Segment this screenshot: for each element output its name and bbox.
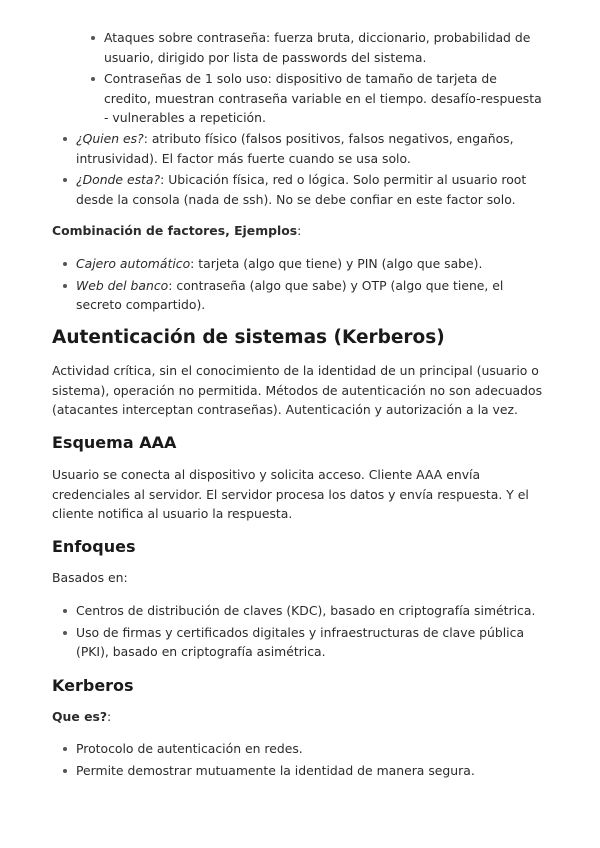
list-item: Protocolo de autenticación en redes. (76, 739, 546, 759)
example-text: : contraseña (algo que sabe) y OTP (algo que tiene, el secreto compartido). (76, 277, 504, 313)
factor-term: ¿Quien es? (76, 131, 144, 146)
list-item: Ataques sobre contraseña: fuerza bruta, diccionario, probabilidad de usuario, dirigido por lista de passwords del sistema. (104, 28, 544, 67)
example-term: Cajero automático (76, 256, 191, 271)
combinacion-list (76, 254, 546, 315)
factor-text: : atributo físico (falsos positivos, falsos negativos, engaños, intrusividad). El factor más fuerte cuando se usa solo. (76, 131, 514, 166)
list-item (76, 276, 546, 315)
combinacion-heading: Combinación de factores, Ejemplos: (52, 223, 302, 238)
section-title-kerberos: Kerberos (52, 676, 134, 695)
section-title-autenticacion: Autenticación de sistemas (Kerberos) (52, 327, 445, 348)
list-item: Centros de distribución de claves (KDC), basado en criptografía simétrica. (76, 601, 546, 621)
enfoques-intro: Basados en: (52, 570, 128, 585)
list-item (76, 129, 546, 168)
list-item: Contraseñas de 1 solo uso: dispositivo de tamaño de tarjeta de credito, muestran contraseña variable en el tiempo. desafío-respuesta - vulnerables a repetición. (104, 69, 544, 128)
kerberos-list (76, 739, 546, 780)
example-term: Web del banco (76, 277, 169, 293)
factor-text: : Ubicación física, red o lógica. Solo permitir al usuario root desde la consola (nada de ssh). No se debe confiar en este factor solo. (76, 172, 527, 207)
list-item: Uso de firmas y certificados digitales y infraestructuras de clave pública (PKI), basado en criptografía asimétrica. (76, 623, 546, 662)
enfoques-list (76, 601, 546, 662)
list-item (76, 254, 546, 274)
factor-list (76, 129, 546, 209)
list-item (76, 170, 546, 209)
autenticacion-paragraph: Actividad crítica, sin el conocimiento de la identidad de un principal (usuario o sistema), operación no permitida. Métodos de autenticación no son adecuados (atacantes interceptan contraseñas). Autenticación y autorización a la vez. (52, 363, 543, 418)
kerberos-label: Que es?: (52, 709, 112, 724)
password-attack-sublist (104, 28, 544, 128)
aaa-paragraph: Usuario se conecta al dispositivo y solicita acceso. Cliente AAA envía credenciales al servidor. El servidor procesa los datos y envía respuesta. Y el cliente notifica al usuario la respuesta. (52, 467, 529, 522)
list-item: Permite demostrar mutuamente la identidad de manera segura. (76, 761, 546, 781)
section-title-enfoques: Enfoques (52, 537, 136, 556)
example-text: : tarjeta (algo que tiene) y PIN (algo que sabe). (190, 256, 483, 271)
factor-term: ¿Donde esta? (76, 172, 161, 188)
section-title-aaa: Esquema AAA (52, 433, 177, 452)
